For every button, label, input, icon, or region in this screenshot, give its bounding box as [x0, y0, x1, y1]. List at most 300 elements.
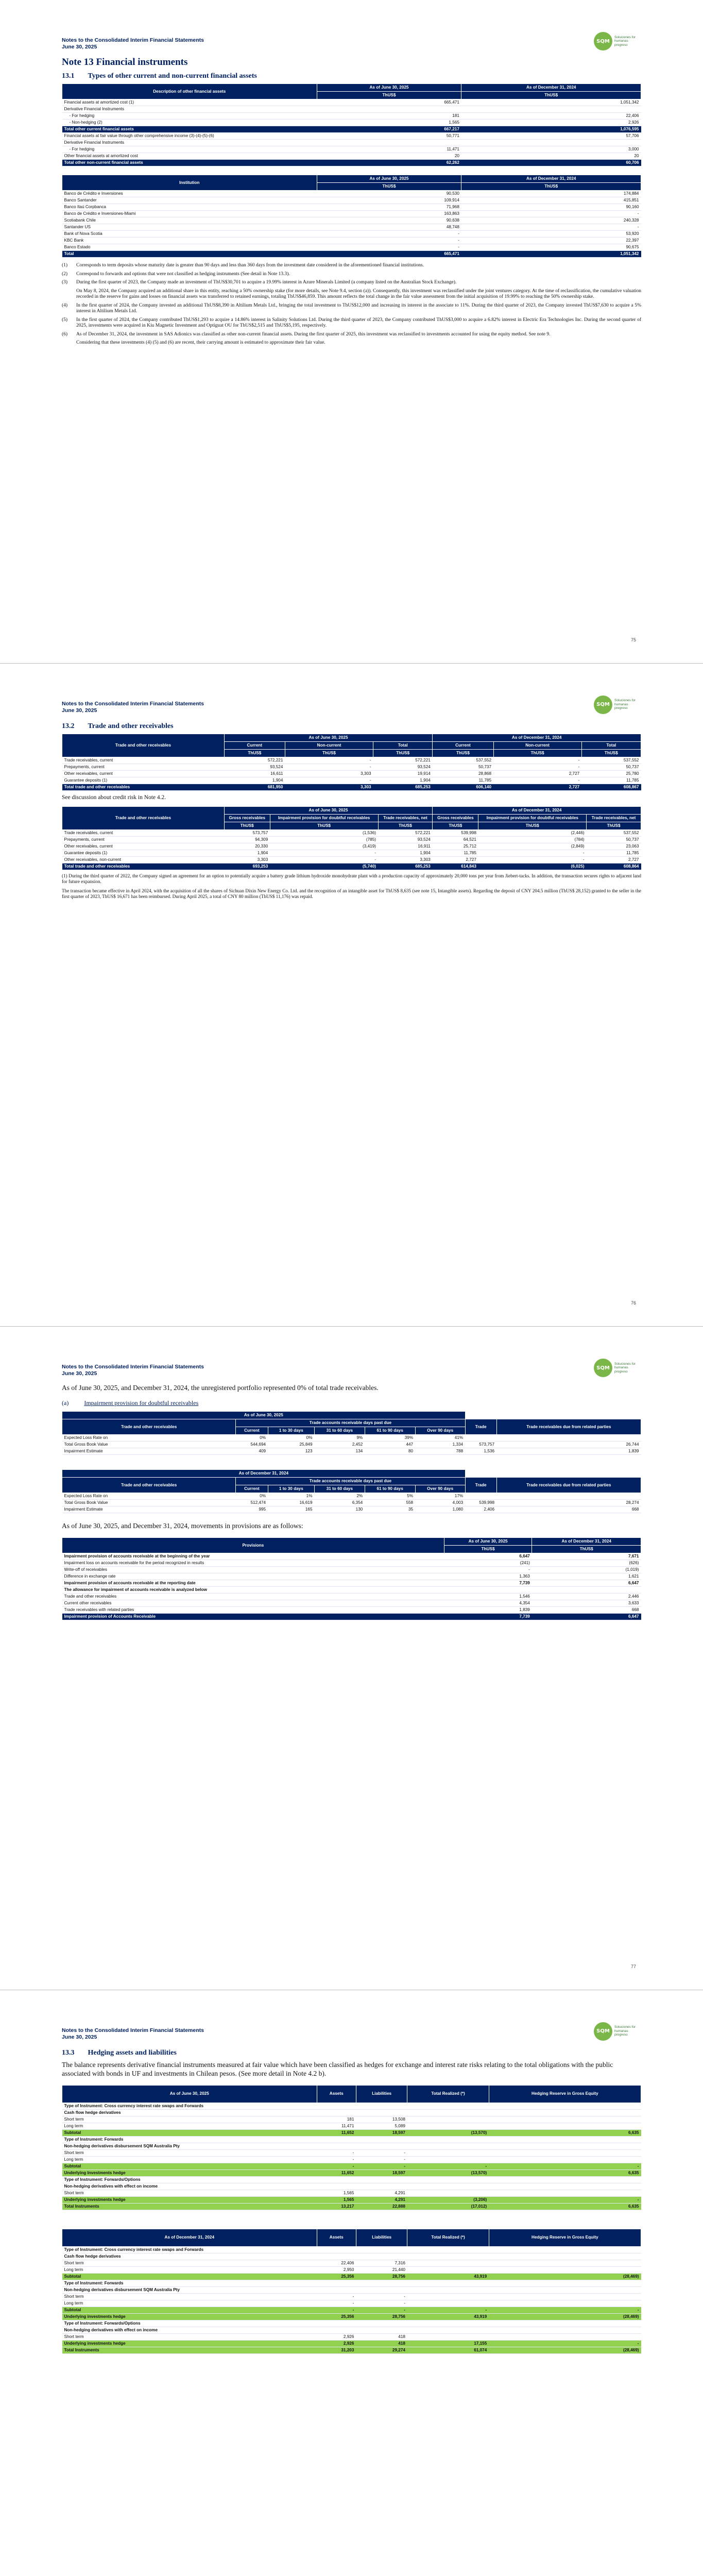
cell-value	[489, 2116, 641, 2123]
row-label: Bank of Nova Scotia	[62, 231, 317, 238]
cell-value	[317, 2327, 356, 2333]
column-header: 31 to 60 days	[315, 1485, 365, 1493]
cell-value: 418	[356, 2340, 407, 2347]
cell-value: 31,203	[317, 2347, 356, 2353]
column-header: Current	[236, 1485, 268, 1493]
unit-header: ThUS$	[373, 749, 433, 757]
cell-value	[407, 2190, 489, 2196]
table-row	[62, 856, 641, 863]
cell-value	[489, 2109, 641, 2116]
cell-value: -	[478, 850, 587, 856]
cell-value: -	[317, 2307, 356, 2313]
cell-value	[356, 2280, 407, 2286]
column-header: Provisions	[62, 1538, 444, 1553]
row-label: Current other receivables	[62, 1600, 444, 1607]
table-row	[62, 2176, 641, 2183]
cell-value: 28,274	[496, 1500, 641, 1506]
column-header: 61 to 90 days	[365, 1485, 415, 1493]
cell-value	[489, 2333, 641, 2340]
cell-value: (5,740)	[270, 863, 378, 870]
section-number: 13.2	[62, 722, 75, 730]
column-header: Trade and other receivables	[62, 806, 225, 829]
cell-value	[407, 2327, 489, 2333]
column-header: Trade and other receivables	[62, 1478, 236, 1493]
row-label: Expected Loss Rate on	[62, 1493, 236, 1500]
table-row	[62, 1506, 641, 1513]
footnote	[62, 280, 641, 286]
page-header	[62, 2027, 204, 2041]
table-row	[62, 2333, 641, 2340]
column-header: Liabilities	[356, 2229, 407, 2246]
unit-header: ThUS$	[224, 749, 285, 757]
cell-value	[489, 2300, 641, 2307]
table-row	[62, 757, 641, 764]
row-label: Other receivables, non-current	[62, 856, 225, 863]
table-row	[62, 2109, 641, 2116]
table-row	[62, 784, 641, 790]
cell-value: 1,334	[415, 1442, 465, 1448]
cell-value: 35	[365, 1506, 415, 1513]
cell-value: 50,771	[317, 133, 461, 140]
row-label: Non-hedging derivatives with effect on income	[62, 2327, 317, 2333]
cell-value: (241)	[444, 1560, 532, 1567]
cell-value: 90,160	[461, 204, 641, 211]
cell-value: 11,785	[433, 777, 493, 784]
logo-mark: SQM	[594, 2022, 612, 2041]
column-header: Current	[433, 741, 493, 749]
cell-value: 2,950	[317, 2266, 356, 2273]
cell-value	[489, 2286, 641, 2293]
unit-header: ThUS$	[270, 822, 378, 829]
section-title: Trade and other receivables	[88, 722, 174, 730]
header-title: Notes to the Consolidated Interim Financial Statements	[62, 1364, 204, 1370]
cell-value	[407, 2280, 489, 2286]
row-label: Underlying investments hedge	[62, 2196, 317, 2203]
table-row	[62, 2196, 641, 2203]
cell-value: -	[317, 2300, 356, 2307]
table-row	[62, 2143, 641, 2149]
cell-value: 1,904	[224, 850, 270, 856]
column-header: Over 90 days	[415, 1485, 465, 1493]
cell-value: -	[317, 2163, 356, 2170]
row-label: Cash flow hedge derivatives	[62, 2109, 317, 2116]
cell-value: 93,524	[373, 764, 433, 770]
cell-value: 43,919	[407, 2273, 489, 2280]
logo-mark: SQM	[594, 32, 612, 50]
cell-value: (17,012)	[407, 2203, 489, 2210]
row-label: Derivative Financial Instruments	[62, 106, 317, 113]
cell-value: 3,000	[461, 146, 641, 153]
cell-value: 240,328	[461, 217, 641, 224]
table-row	[62, 2103, 641, 2109]
row-label: Long term	[62, 2266, 317, 2273]
cell-value: 174,884	[461, 191, 641, 197]
cell-value: 1%	[268, 1493, 314, 1500]
row-label: Other receivables, current	[62, 770, 225, 777]
unit-header: ThUS$	[532, 1546, 641, 1553]
cell-value: 7,316	[356, 2260, 407, 2266]
row-label: Derivative Financial Instruments	[62, 140, 317, 146]
column-header: Description of other financial assets	[62, 84, 317, 99]
header-title: Notes to the Consolidated Interim Financial Statements	[62, 37, 204, 43]
table-row	[62, 1493, 641, 1500]
section-heading	[62, 72, 641, 80]
table-row	[62, 2136, 641, 2143]
cell-value: 64,521	[433, 836, 478, 843]
table-row	[62, 2163, 641, 2170]
cell-value	[356, 2103, 407, 2109]
footnote-text: In the first quarter of 2024, the Company invested an additional ThUS$8,390 in Altilium Metals Ltd., bringing the total investment to ThUS$12,000 and increasing its interest in the associate to 11%. During the third quarter of 2023, the Company invested ThUS$7,630 to acquire a 5% interest in Altilium Metals Ltd.	[76, 302, 641, 314]
cell-value	[496, 1493, 641, 1500]
cell-value: -	[407, 2163, 489, 2170]
cell-value: -	[493, 777, 581, 784]
row-label: Difference in exchange rate	[62, 1573, 444, 1580]
footnote	[62, 303, 641, 315]
cell-value: 134	[315, 1448, 365, 1455]
table-row	[62, 1614, 641, 1620]
cell-value: 11,471	[317, 2123, 356, 2129]
cell-value	[489, 2280, 641, 2286]
cell-value	[407, 2156, 489, 2163]
column-header: 31 to 60 days	[315, 1427, 365, 1435]
table-row	[62, 2307, 641, 2313]
cell-value: 62,262	[317, 160, 461, 166]
cell-value	[407, 2136, 489, 2143]
row-label: Type of Instrument: Cross currency interest rate swaps and Forwards	[62, 2103, 317, 2109]
cell-value: -	[285, 777, 373, 784]
page-number: 77	[630, 1963, 636, 1969]
row-label: Expected Loss Rate on	[62, 1435, 236, 1442]
cell-value	[356, 2253, 407, 2260]
table-row	[62, 2320, 641, 2327]
row-label: Write-off of receivables	[62, 1567, 444, 1573]
table-row	[62, 1435, 641, 1442]
column-header: Non-current	[285, 741, 373, 749]
cell-value: 409	[236, 1448, 268, 1455]
table-row	[62, 2327, 641, 2333]
row-label: - Non-hedging (2)	[62, 120, 317, 126]
cell-value	[407, 2116, 489, 2123]
row-label: Trade receivables, current	[62, 829, 225, 836]
cell-value: 3,303	[285, 770, 373, 777]
cell-value	[317, 2320, 356, 2327]
table-row	[62, 2340, 641, 2347]
cell-value: 1,565	[317, 2196, 356, 2203]
hedging-table-2024	[62, 2229, 641, 2354]
cell-value: 11,785	[433, 850, 478, 856]
row-label: Banco Estado	[62, 244, 317, 251]
cell-value: -	[489, 2307, 641, 2313]
column-header: As of June 30, 2025	[444, 1538, 532, 1546]
column-header: Gross receivables	[433, 814, 478, 822]
unit-header: ThUS$	[317, 183, 461, 191]
column-header: Total	[581, 741, 641, 749]
table-row	[62, 2273, 641, 2280]
cell-value: 1,076,595	[461, 126, 641, 133]
cell-value: -	[356, 2163, 407, 2170]
row-label: Financial assets at amortized cost (1)	[62, 99, 317, 106]
cell-value: -	[493, 757, 581, 764]
other-financial-assets-table	[62, 83, 641, 166]
cell-value	[407, 2253, 489, 2260]
cell-value: -	[489, 2163, 641, 2170]
footnote	[62, 332, 641, 338]
row-label: Other receivables, current	[62, 843, 225, 850]
cell-value: 572,221	[224, 757, 285, 764]
row-label: Short term	[62, 2190, 317, 2196]
column-header: As of December 31, 2024	[461, 84, 641, 92]
page-header	[62, 1364, 204, 1377]
unit-header: ThUS$	[378, 822, 433, 829]
row-label: Other financial assets at amortized cost	[62, 153, 317, 160]
column-group-header: Trade accounts receivable days past due	[236, 1419, 465, 1427]
row-label: - For hedging	[62, 146, 317, 153]
column-header: As of June 30, 2025	[317, 84, 461, 92]
cell-value: -	[270, 850, 378, 856]
cell-value	[317, 2286, 356, 2293]
cell-value	[461, 140, 641, 146]
cell-value: 71,968	[317, 204, 461, 211]
cell-value: 1,621	[532, 1573, 641, 1580]
table-row	[62, 836, 641, 843]
cell-value: 123	[268, 1448, 314, 1455]
table-row	[62, 224, 641, 231]
cell-value: 109,914	[317, 197, 461, 204]
cell-value: 1,080	[415, 1506, 465, 1513]
table-row	[62, 126, 641, 133]
cell-value: 6,635	[489, 2203, 641, 2210]
sqm-logo	[594, 2022, 641, 2041]
cell-value: 6,647	[532, 1614, 641, 1620]
cell-value: 60,706	[461, 160, 641, 166]
unit-header: ThUS$	[224, 822, 270, 829]
table-row	[62, 113, 641, 120]
row-label: Guarantee deposits (1)	[62, 777, 225, 784]
cell-value: 4,003	[415, 1500, 465, 1506]
cell-value: 6,635	[489, 2170, 641, 2176]
section-heading	[62, 722, 641, 731]
table-row	[62, 770, 641, 777]
table-row	[62, 1442, 641, 1448]
row-label: - For hedging	[62, 113, 317, 120]
cell-value: 0%	[236, 1435, 268, 1442]
cell-value: 28,756	[356, 2313, 407, 2320]
footnote-text: In the first quarter of 2024, the Company contributed ThUS$1,293 to acquire a 14.86% interest in Salinity Solutions Ltd. During the third quarter of 2023, the Company contributed ThUS$3,000 to acquire a 6.82% interest in Electric Era Technologies Inc. During the second quarter of 2025, investments were acquired in Kiu Magnetic Investment and Optiguat OU for ThUS$2,515 and ThUS$5,195, respectively.	[76, 317, 641, 328]
row-label: Trade receivables with related parties	[62, 1607, 444, 1614]
cell-value	[317, 140, 461, 146]
cell-value: 1,536	[465, 1448, 496, 1455]
row-label: Non-hedging derivatives disbursement SQM Australia Pty	[62, 2143, 317, 2149]
cell-value: 1,363	[444, 1573, 532, 1580]
cell-value: 61,074	[407, 2347, 489, 2353]
cell-value: 2,727	[587, 856, 641, 863]
cell-value: 90,530	[317, 191, 461, 197]
cell-value: 665,471	[317, 99, 461, 106]
unit-header: ThUS$	[587, 822, 641, 829]
cell-value: 558	[365, 1500, 415, 1506]
cell-value: (28,469)	[489, 2273, 641, 2280]
cell-value: 6,635	[489, 2129, 641, 2136]
logo-mark: SQM	[594, 1359, 612, 1377]
unit-header: ThUS$	[581, 749, 641, 757]
table-row	[62, 1587, 641, 1594]
cell-value	[489, 2103, 641, 2109]
cell-value: 21,440	[356, 2266, 407, 2273]
row-label: Subtotal	[62, 2307, 317, 2313]
cell-value: 3,303	[378, 856, 433, 863]
header-date: June 30, 2025	[62, 1370, 97, 1377]
table-row	[62, 238, 641, 244]
unit-header: ThUS$	[433, 749, 493, 757]
institution-table	[62, 175, 641, 258]
cell-value	[317, 2183, 356, 2190]
cell-value: 22,888	[356, 2203, 407, 2210]
sqm-logo	[594, 696, 641, 714]
cell-value: 39%	[365, 1435, 415, 1442]
cell-value	[407, 2123, 489, 2129]
note-title: Note 13 Financial instruments	[62, 57, 188, 67]
column-header: Over 90 days	[415, 1427, 465, 1435]
table-row	[62, 2266, 641, 2273]
cell-value	[317, 2246, 356, 2253]
table-row	[62, 211, 641, 217]
footnote-text: Considering that these investments (4) (5) and (6) are recent, their carrying amount is estimated to approximate their fair value.	[76, 340, 325, 345]
cell-value	[444, 1587, 532, 1594]
unit-header: ThUS$	[493, 749, 581, 757]
column-header: Trade receivables due from related parties	[496, 1419, 641, 1435]
table-date-header: As of June 30, 2025	[62, 1412, 466, 1419]
row-label: Scotiabank Chile	[62, 217, 317, 224]
column-header: As of June 30, 2025	[62, 2085, 317, 2103]
cell-value	[532, 1587, 641, 1594]
section-heading	[62, 2049, 641, 2057]
cell-value	[356, 2320, 407, 2327]
cell-value: 16,611	[224, 770, 285, 777]
column-header: Gross receivables	[224, 814, 270, 822]
row-label: Subtotal	[62, 2129, 317, 2136]
cell-value: -	[317, 244, 461, 251]
cell-value: 25,780	[581, 770, 641, 777]
cell-value: 788	[415, 1448, 465, 1455]
cell-value: -	[317, 238, 461, 244]
footnote	[62, 340, 641, 346]
cell-value: -	[461, 224, 641, 231]
row-label: Short term	[62, 2116, 317, 2123]
cell-value: 163,863	[317, 211, 461, 217]
table-row	[62, 2260, 641, 2266]
row-label: Total	[62, 251, 317, 258]
cell-value	[489, 2183, 641, 2190]
cell-value: 1,839	[496, 1448, 641, 1455]
cell-value: (3,206)	[407, 2196, 489, 2203]
table-row	[62, 251, 641, 258]
table-row	[62, 106, 641, 113]
cell-value: 13,217	[317, 2203, 356, 2210]
table-row	[62, 2149, 641, 2156]
table-row	[62, 764, 641, 770]
cell-value: -	[461, 211, 641, 217]
cell-value: 573,757	[224, 829, 270, 836]
cell-value: 25,712	[433, 843, 478, 850]
cell-value: 80	[365, 1448, 415, 1455]
cell-value: 2,926	[317, 2340, 356, 2347]
cell-value: 537,552	[587, 829, 641, 836]
cell-value	[489, 2293, 641, 2300]
footnote-text: As of December 31, 2024, the investment in SAS Adionics was classified as other non-current financial assets. During the first quarter of 2025, this investment was reclassified to investments accounted for using the equity method. See note 9.	[76, 331, 551, 337]
cell-value	[356, 2136, 407, 2143]
footnote-2: The transaction became effective in April 2024, with the acquisition of all the shares of Sichuan Dixin New Energy Co. Ltd. and the recognition of an intangible asset for ThUS$ 8,635 (see note 15, Intangible assets). Regarding the deposit of CNY 204.5 million (ThUS$ 28,152) granted to the seller in the first quarter of 2023, ThUS$ 16,671 has been reimbursed. During April 2025, a total of CNY 80 million (ThUS$ 11,176) was repaid.	[62, 888, 641, 899]
cell-value: 22,406	[461, 113, 641, 120]
cell-value: 606,140	[433, 784, 493, 790]
column-header: As of June 30, 2025	[317, 175, 461, 183]
row-label: Trade and other receivables	[62, 1594, 444, 1600]
cell-value	[489, 2143, 641, 2149]
page-number: 76	[630, 1300, 636, 1306]
cell-value: 544,694	[236, 1442, 268, 1448]
cell-value: -	[317, 2149, 356, 2156]
table-row	[62, 1580, 641, 1587]
row-label: Prepayments, current	[62, 764, 225, 770]
cell-value	[407, 2293, 489, 2300]
row-label: Short term	[62, 2333, 317, 2340]
table-row	[62, 1567, 641, 1573]
row-label: Non-hedging derivatives with effect on income	[62, 2183, 317, 2190]
cell-value	[356, 2176, 407, 2183]
table-row	[62, 197, 641, 204]
row-label: Total other non-current financial assets	[62, 160, 317, 166]
cell-value	[465, 1435, 496, 1442]
header-date: June 30, 2025	[62, 2033, 97, 2040]
cell-value: 19,914	[373, 770, 433, 777]
column-header: Current	[236, 1427, 268, 1435]
column-group-header: As of June 30, 2025	[224, 734, 433, 741]
column-header: Trade	[465, 1478, 496, 1493]
cell-value	[407, 2266, 489, 2273]
column-header: Assets	[317, 2229, 356, 2246]
unit-header: ThUS$	[478, 822, 587, 829]
cell-value	[489, 2260, 641, 2266]
sqm-logo	[594, 1359, 641, 1377]
unit-header: ThUS$	[461, 183, 641, 191]
table-row	[62, 843, 641, 850]
cell-value: 50,737	[587, 836, 641, 843]
cell-value	[489, 2123, 641, 2129]
cell-value: 539,998	[465, 1500, 496, 1506]
cell-value: 29,274	[356, 2347, 407, 2353]
cell-value: (785)	[270, 836, 378, 843]
cell-value: (1,536)	[270, 829, 378, 836]
cell-value: 90,675	[461, 244, 641, 251]
footnote	[62, 317, 641, 329]
cell-value	[489, 2149, 641, 2156]
section-title: Hedging assets and liabilities	[88, 2048, 177, 2057]
table-row	[62, 1607, 641, 1614]
cell-value: 2,727	[433, 856, 478, 863]
cell-value	[489, 2253, 641, 2260]
row-label: Subtotal	[62, 2163, 317, 2170]
cell-value: 415,851	[461, 197, 641, 204]
cell-value: -	[356, 2307, 407, 2313]
cell-value: 0%	[236, 1493, 268, 1500]
cell-value: 20	[461, 153, 641, 160]
page-number: 75	[630, 637, 636, 642]
row-label: The allowance for impairment of accounts receivable is analyzed below	[62, 1587, 444, 1594]
cell-value: -	[478, 856, 587, 863]
cell-value: 668	[496, 1506, 641, 1513]
cell-value: 23,063	[587, 843, 641, 850]
subsection-label: (a)	[62, 1399, 69, 1406]
cell-value: 537,552	[581, 757, 641, 764]
